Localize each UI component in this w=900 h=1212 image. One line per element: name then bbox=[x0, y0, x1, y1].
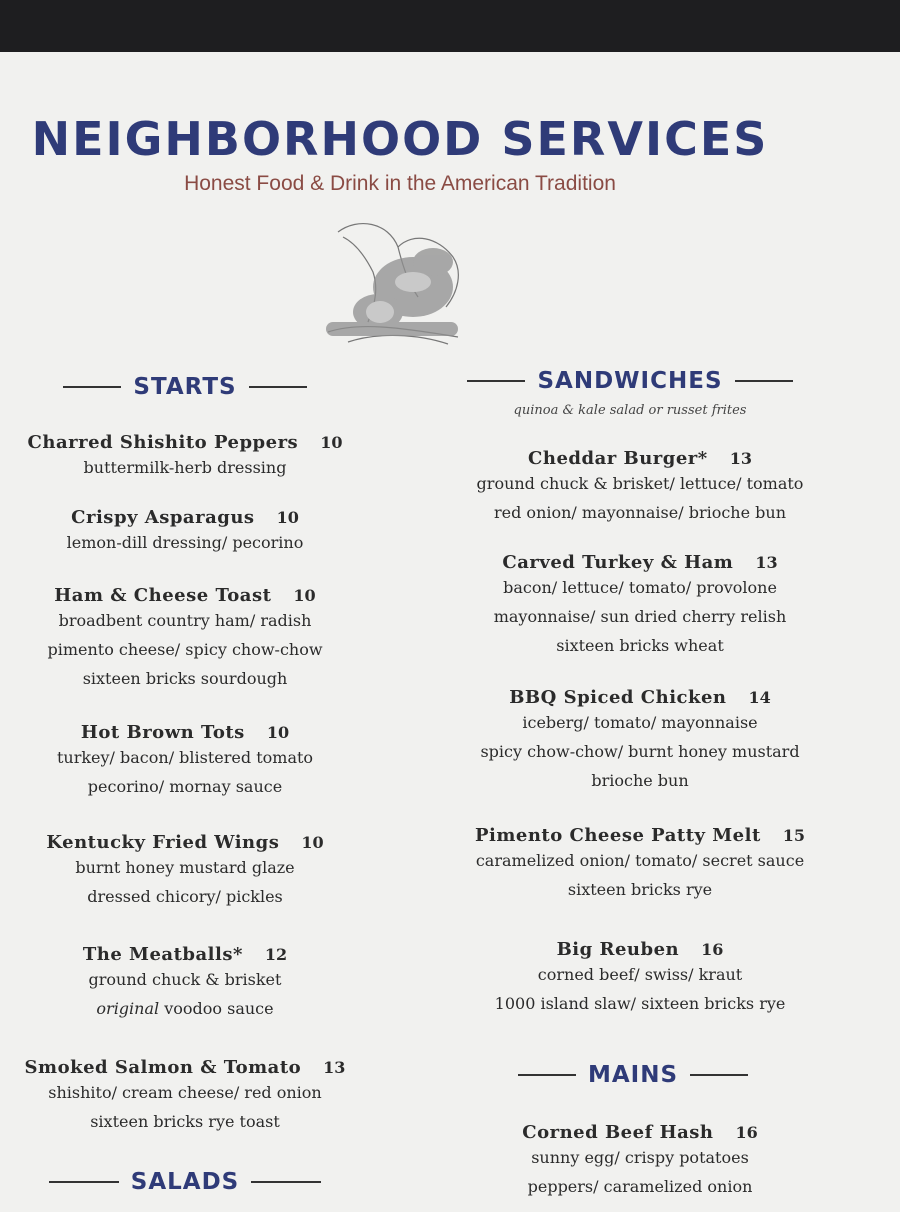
sandwiches-heading: SANDWICHES bbox=[430, 368, 830, 394]
menu-item: Smoked Salmon & Tomato 13 shishito/ cream cheese/ red onion sixteen bricks rye toast bbox=[24, 1057, 346, 1131]
menu-item: Crispy Asparagus 10 lemon-dill dressing/ pecorino bbox=[66, 507, 304, 552]
restaurant-name: NEIGHBORHOOD SERVICES bbox=[31, 112, 769, 166]
menu-item: Cheddar Burger* 13 ground chuck & brisket/ lettuce/ tomato red onion/ mayonnaise/ brioche bun bbox=[476, 448, 804, 522]
eagle-engraving-icon bbox=[318, 212, 468, 352]
menu-item: Corned Beef Hash 16 sunny egg/ crispy potatoes peppers/ caramelized onion bbox=[522, 1122, 758, 1196]
mains-heading: MAINS bbox=[433, 1062, 833, 1088]
menu-item: Carved Turkey & Ham 13 bacon/ lettuce/ tomato/ provolone mayonnaise/ sun dried cherry relish sixteen bricks wheat bbox=[493, 552, 787, 655]
menu-item: Big Reuben 16 corned beef/ swiss/ kraut 1000 island slaw/ sixteen bricks rye bbox=[494, 939, 786, 1013]
menu-item: Ham & Cheese Toast 10 broadbent country ham/ radish pimento cheese/ spicy chow-chow sixteen bricks sourdough bbox=[47, 585, 323, 688]
salads-heading: SALADS bbox=[0, 1169, 370, 1195]
tagline: Honest Food & Drink in the American Tradition bbox=[184, 172, 616, 195]
sandwiches-sides-note: quinoa & kale salad or russet frites bbox=[513, 403, 747, 418]
starts-heading: STARTS bbox=[0, 374, 370, 400]
menu-item: Kentucky Fried Wings 10 burnt honey mustard glaze dressed chicory/ pickles bbox=[46, 832, 324, 906]
menu-item: The Meatballs* 12 ground chuck & brisket original voodoo sauce bbox=[82, 944, 288, 1018]
menu-item: Hot Brown Tots 10 turkey/ bacon/ blistered tomato pecorino/ mornay sauce bbox=[56, 722, 314, 796]
menu-item: Charred Shishito Peppers 10 buttermilk-herb dressing bbox=[27, 432, 343, 477]
menu-page bbox=[0, 52, 900, 1212]
menu-item: Pimento Cheese Patty Melt 15 caramelized onion/ tomato/ secret sauce sixteen bricks rye bbox=[474, 825, 806, 899]
menu-item: BBQ Spiced Chicken 14 iceberg/ tomato/ mayonnaise spicy chow-chow/ burnt honey mustard brioche bun bbox=[480, 687, 800, 790]
